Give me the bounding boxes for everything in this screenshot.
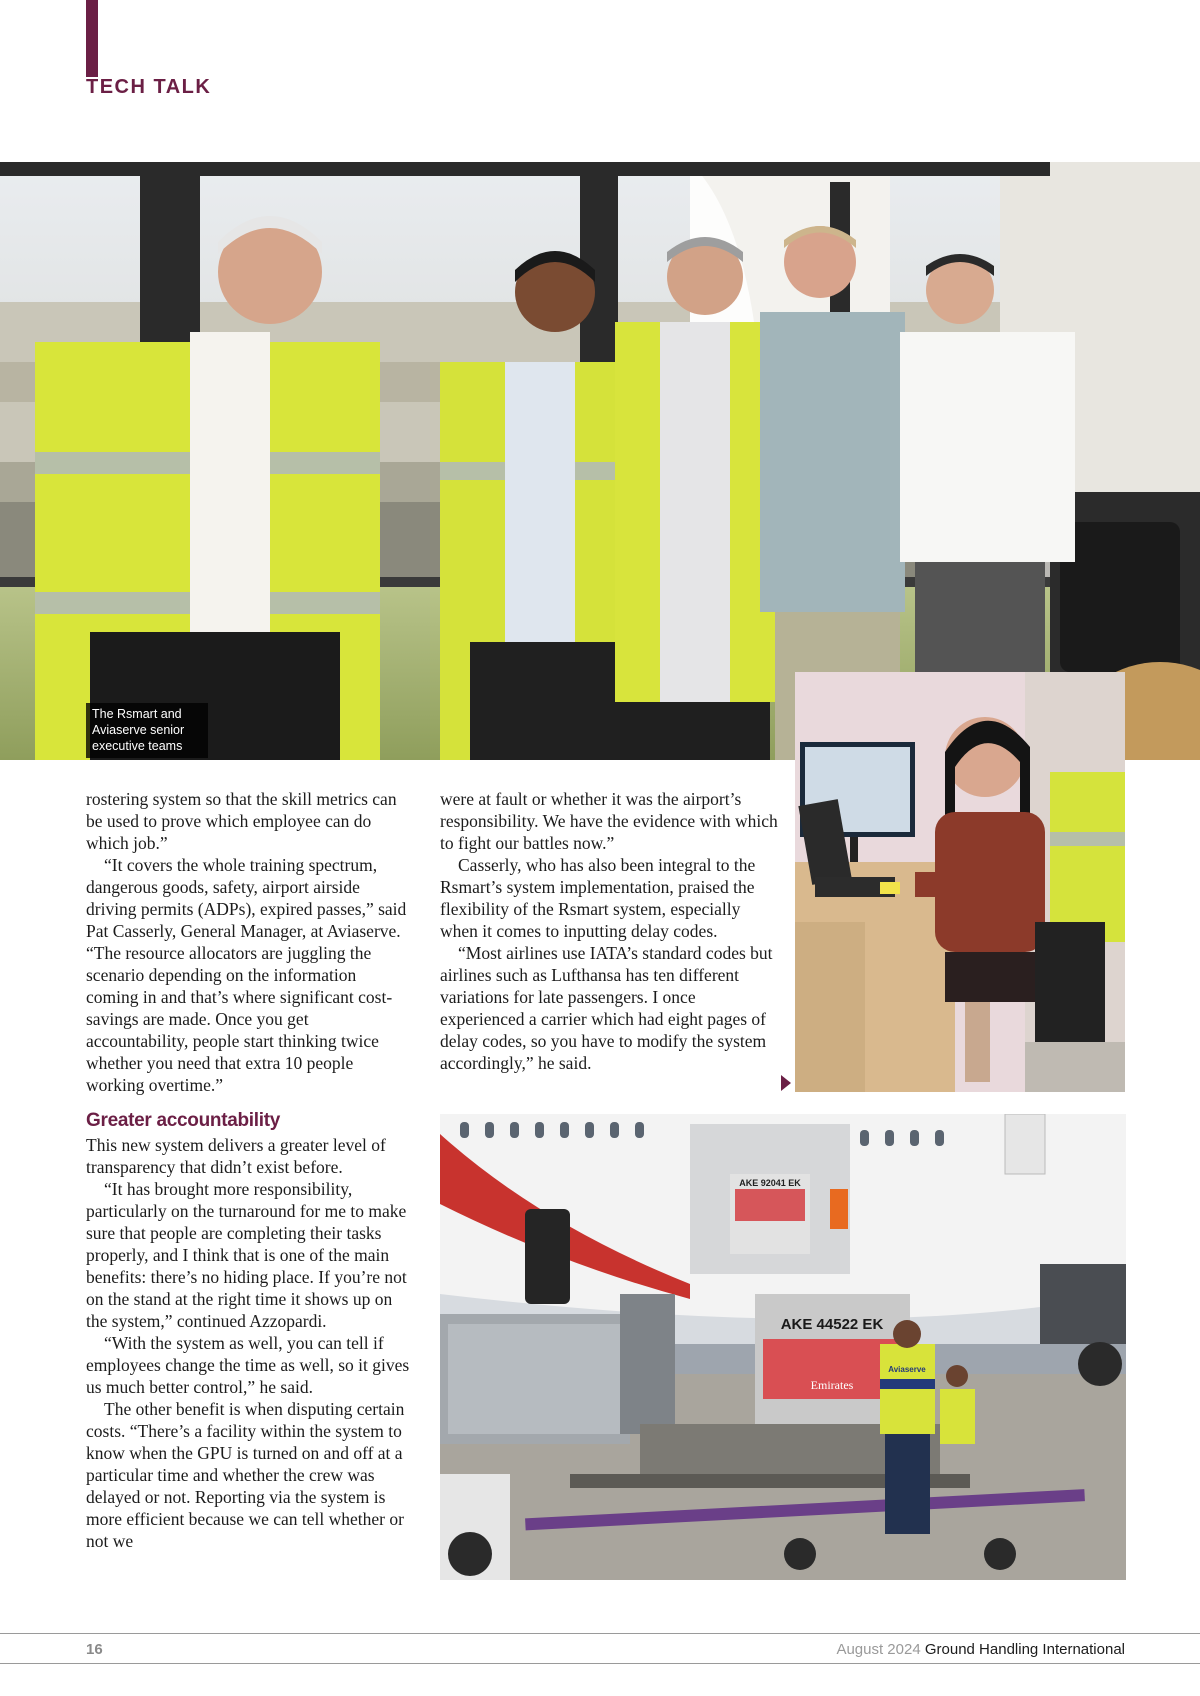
footer-rule-bottom — [0, 1663, 1200, 1664]
footer-publication — [836, 1641, 1125, 1658]
uld-brand-label: Emirates — [810, 1378, 854, 1392]
subheading: Greater accountability — [86, 1110, 281, 1131]
magazine-title: Ground Handling International — [924, 1641, 1125, 1658]
article-column-1 — [86, 788, 412, 1552]
footer-rule-top — [0, 1633, 1200, 1634]
paragraph: “With the system as well, you can tell if employees change the time as well, so it gives us much better control,” he said. — [86, 1333, 410, 1397]
issue-date: August 2024 — [836, 1641, 921, 1658]
hero-photo — [0, 162, 1200, 760]
paragraph: This new system delivers a greater level of transparency that didn’t exist before. — [86, 1135, 386, 1177]
uld-small-label: AKE 92041 EK — [739, 1178, 801, 1188]
caption-pointer-icon — [781, 1075, 791, 1091]
paragraph: Casserly, who has also been integral to the Rsmart’s system implementation, praised the flexibility of the Rsmart system, especially when it comes to inputting delay codes. — [440, 855, 756, 941]
vest-text: Aviaserve — [888, 1365, 926, 1374]
uld-large-label: AKE 44522 EK — [780, 1316, 884, 1333]
paragraph: “It has brought more responsibility, particularly on the turnaround for me to make sure that people are completing their tasks properly, and I think that is one of the main benefits: there’s no hiding place. If you’re not on the stand at the right time it shows up on the system,” continued Azzopardi. — [86, 1179, 407, 1331]
paragraph: were at fault or whether it was the airport’s responsibility. We have the evidence with which to fight our battles now.” — [440, 789, 778, 853]
article-column-2 — [440, 788, 780, 1074]
paragraph: “It covers the whole training spectrum, dangerous goods, safety, airport airside driving permits (ADPs), expired passes,” said Pat Casserly, General Manager, at Aviaserve. “The resource allocators are juggling the scenario depending on the information coming in and that’s where significant cost-savings are made. Once you get accountability, people start thinking twice whether you need that extra 10 people working overtime.” — [86, 855, 407, 1095]
paragraph: rostering system so that the skill metrics can be used to prove which employee can do which job.” — [86, 789, 397, 853]
paragraph: “Most airlines use IATA’s standard codes but airlines such as Lufthansa has ten different variations for late passengers. I once experienced a carrier which had eight pages of delay codes, so you have to modify the system accordingly,” he said. — [440, 943, 773, 1073]
paragraph: The other benefit is when disputing certain costs. “There’s a facility within the system to know when the GPU is turned on and off at a particular time and whether the crew was delayed or not. Reporting via the system is more efficient because we can tell whether or not we — [86, 1399, 405, 1551]
section-label: TECH TALK — [86, 76, 212, 98]
hero-caption: The Rsmart and Aviaserve senior executive teams — [86, 703, 208, 758]
accent-bar — [86, 0, 98, 77]
page-number: 16 — [86, 1641, 103, 1658]
office-photo — [795, 672, 1125, 1092]
cargo-photo — [440, 1114, 1126, 1580]
